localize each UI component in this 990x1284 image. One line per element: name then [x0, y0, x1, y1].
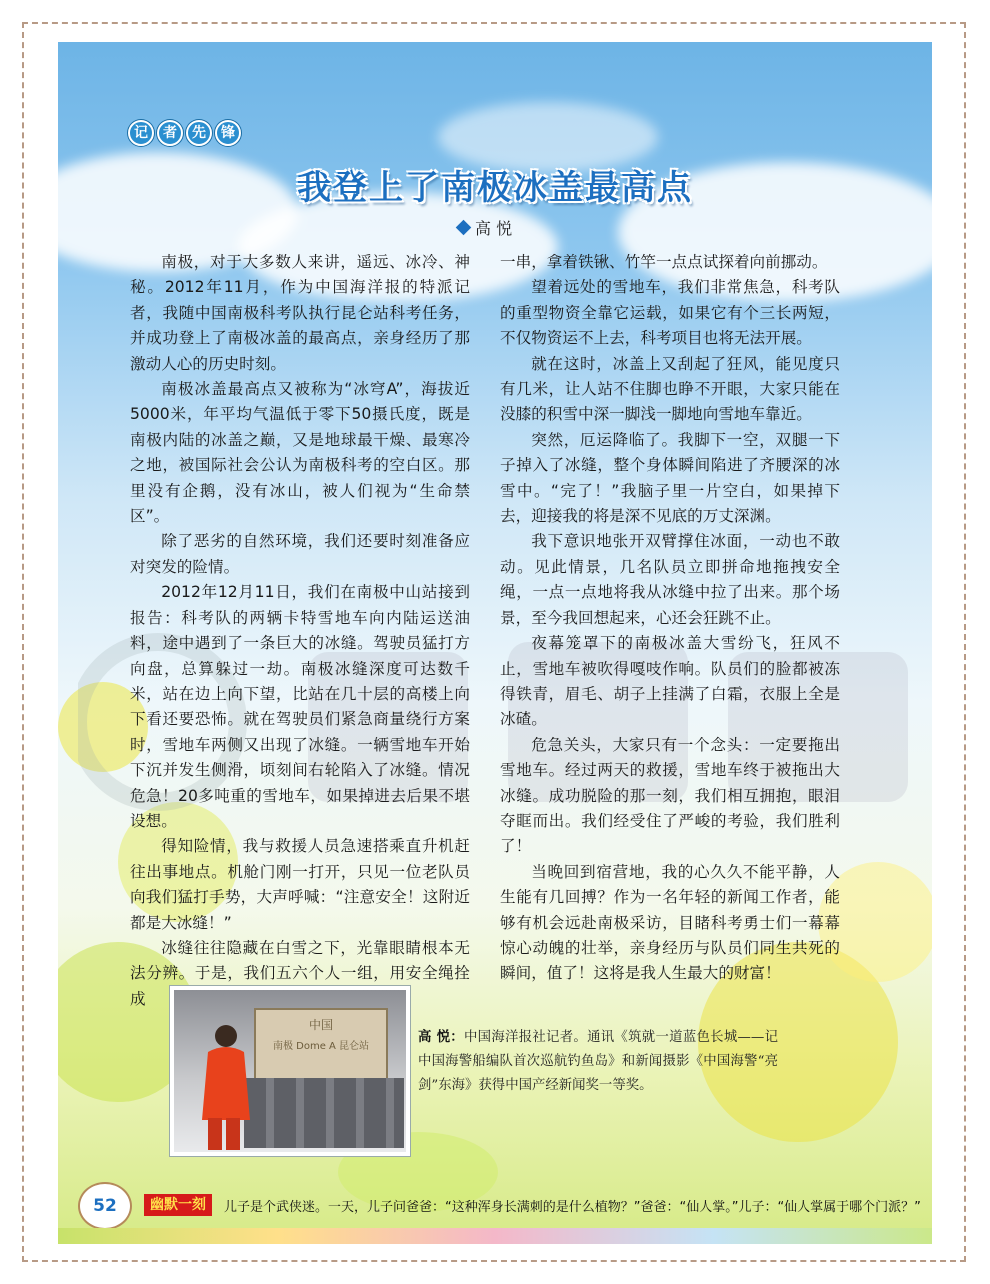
- section-tag-char: 者: [157, 120, 183, 146]
- diamond-icon: [456, 220, 472, 236]
- paragraph: 除了恶劣的自然环境，我们还要时刻准备应对突发的险情。: [130, 532, 470, 576]
- footer-color-strip: [58, 1228, 932, 1244]
- paragraph: 得知险情，我与救援人员急速搭乘直升机赶往出事地点。机舱门刚一打开，只见一位老队员向我们猛打手势，大声呼喊：“注意安全！这附近都是大冰缝！”: [130, 837, 470, 932]
- paragraph: 突然，厄运降临了。我脚下一空，双腿一下子掉入了冰缝，整个身体瞬间陷进了齐腰深的冰雪中。“完了！”我脑子里一片空白，如果掉下去，迎接我的将是深不见底的万丈深渊。: [500, 430, 840, 526]
- humor-label: 幽默一刻: [144, 1194, 212, 1216]
- paragraph: 望着远处的雪地车，我们非常焦急，科考队的重型物资全靠它运载，如果它有个三长两短，不仅物资运不上去，科考项目也将无法开展。: [500, 278, 840, 348]
- paragraph: 当晚回到宿营地，我的心久久不能平静，人生能有几回搏？作为一名年轻的新闻工作者，能够有机会远赴南极采访，目睹科考勇士们一幕幕惊心动魄的壮举，亲身经历与队员们同生共死的瞬间，值了！这将是我人生最大的财富！: [500, 862, 840, 983]
- paragraph: 我下意识地张开双臂撑住冰面，一动也不敢动。见此情景，几名队员立即拼命地拖拽安全绳，一点一点地将我从冰缝中拉了出来。那个场景，至今我回想起来，心还会狂跳不止。: [500, 532, 840, 627]
- paragraph: 冰缝往往隐藏在白雪之下，光靠眼睛根本无法分辨。于是，我们五六个人一组，用安全绳拴成: [130, 938, 470, 1008]
- paragraph: 夜幕笼罩下的南极冰盖大雪纷飞，狂风不止，雪地车被吹得嘎吱作响。队员们的脸都被冻得铁青，眉毛、胡子上挂满了白霜，衣服上全是冰碴。: [500, 634, 840, 729]
- page-number: 52: [78, 1182, 132, 1230]
- section-tag-char: 记: [128, 120, 154, 146]
- humor-joke: 儿子是个武侠迷。一天，儿子问爸爸：“这种浑身长满刺的是什么植物？”爸爸：“仙人掌。”儿子：“仙人掌属于哪个门派？”: [224, 1200, 921, 1215]
- byline: [458, 216, 512, 239]
- station-sign: [254, 1008, 388, 1086]
- article-title: 我登上了南极冰盖最高点: [297, 168, 693, 208]
- bio-name: 高 悦：: [418, 1030, 464, 1045]
- author-photo: [170, 986, 410, 1156]
- author-name: 高 悦: [475, 219, 513, 238]
- author-bio: [418, 1026, 778, 1098]
- bio-text: 中国海洋报社记者。通讯《筑就一道蓝色长城——记中国海警船编队首次巡航钓鱼岛》和新闻摄影《中国海警“亮剑”东海》获得中国产经新闻奖一等奖。: [418, 1030, 778, 1093]
- paragraph: 危急关头，大家只有一个念头：一定要拖出雪地车。经过两天的救援，雪地车终于被拖出大冰缝。成功脱险的那一刻，我们相互拥抱，眼泪夺眶而出。我们经受住了严峻的考验，我们胜利了！: [500, 735, 840, 856]
- paragraph: 南极冰盖最高点又被称为“冰穹A”，海拔近5000米，年平均气温低于零下50摄氏度，既是南极内陆的冰盖之巅，又是地球最干燥、最寒冷之地，被国际社会公认为南极科考的空白区。那里没有企鹅，没有冰山，被人们视为“生命禁区”。: [130, 380, 470, 526]
- section-tag-char: 锋: [215, 120, 241, 146]
- paragraph: 2012年12月11日，我们在南极中山站接到报告：科考队的两辆卡特雪地车向内陆运送油料，途中遇到了一条巨大的冰缝。驾驶员猛打方向盘，总算躲过一劫。南极冰缝深度可达数千米，站在边上向下望，比站在几十层的高楼上向下看还要恐怖。就在驾驶员们紧急商量绕行方案时，雪地车两侧又出现了冰缝。一辆雪地车开始下沉并发生侧滑，顷刻间右轮陷入了冰缝。情况危急！20多吨重的雪地车，如果掉进去后果不堪设想。: [130, 583, 470, 830]
- paragraph: 一串，拿着铁锹、竹竿一点点试探着向前挪动。: [500, 253, 828, 271]
- paragraph: 就在这时，冰盖上又刮起了狂风，能见度只有几米，让人站不住脚也睁不开眼，大家只能在没膝的积雪中深一脚浅一脚地向雪地车靠近。: [500, 354, 840, 424]
- paragraph: 南极，对于大多数人来讲，遥远、冰冷、神秘。2012年11月，作为中国海洋报的特派记者，我随中国南极科考队执行昆仑站科考任务，并成功登上了南极冰盖的最高点，亲身经历了那激动人心的历史时刻。: [130, 253, 470, 373]
- fuel-barrels: [244, 1078, 404, 1148]
- section-tag-char: 先: [186, 120, 212, 146]
- person-figure: [194, 1020, 254, 1150]
- article-column-2: [500, 250, 840, 987]
- sign-line: 中国: [308, 1018, 333, 1032]
- magazine-page: [58, 42, 932, 1244]
- article-column-1: [130, 250, 470, 1012]
- section-tag: [128, 120, 241, 146]
- sign-line: 南极 Dome A 昆仑站: [272, 1041, 370, 1052]
